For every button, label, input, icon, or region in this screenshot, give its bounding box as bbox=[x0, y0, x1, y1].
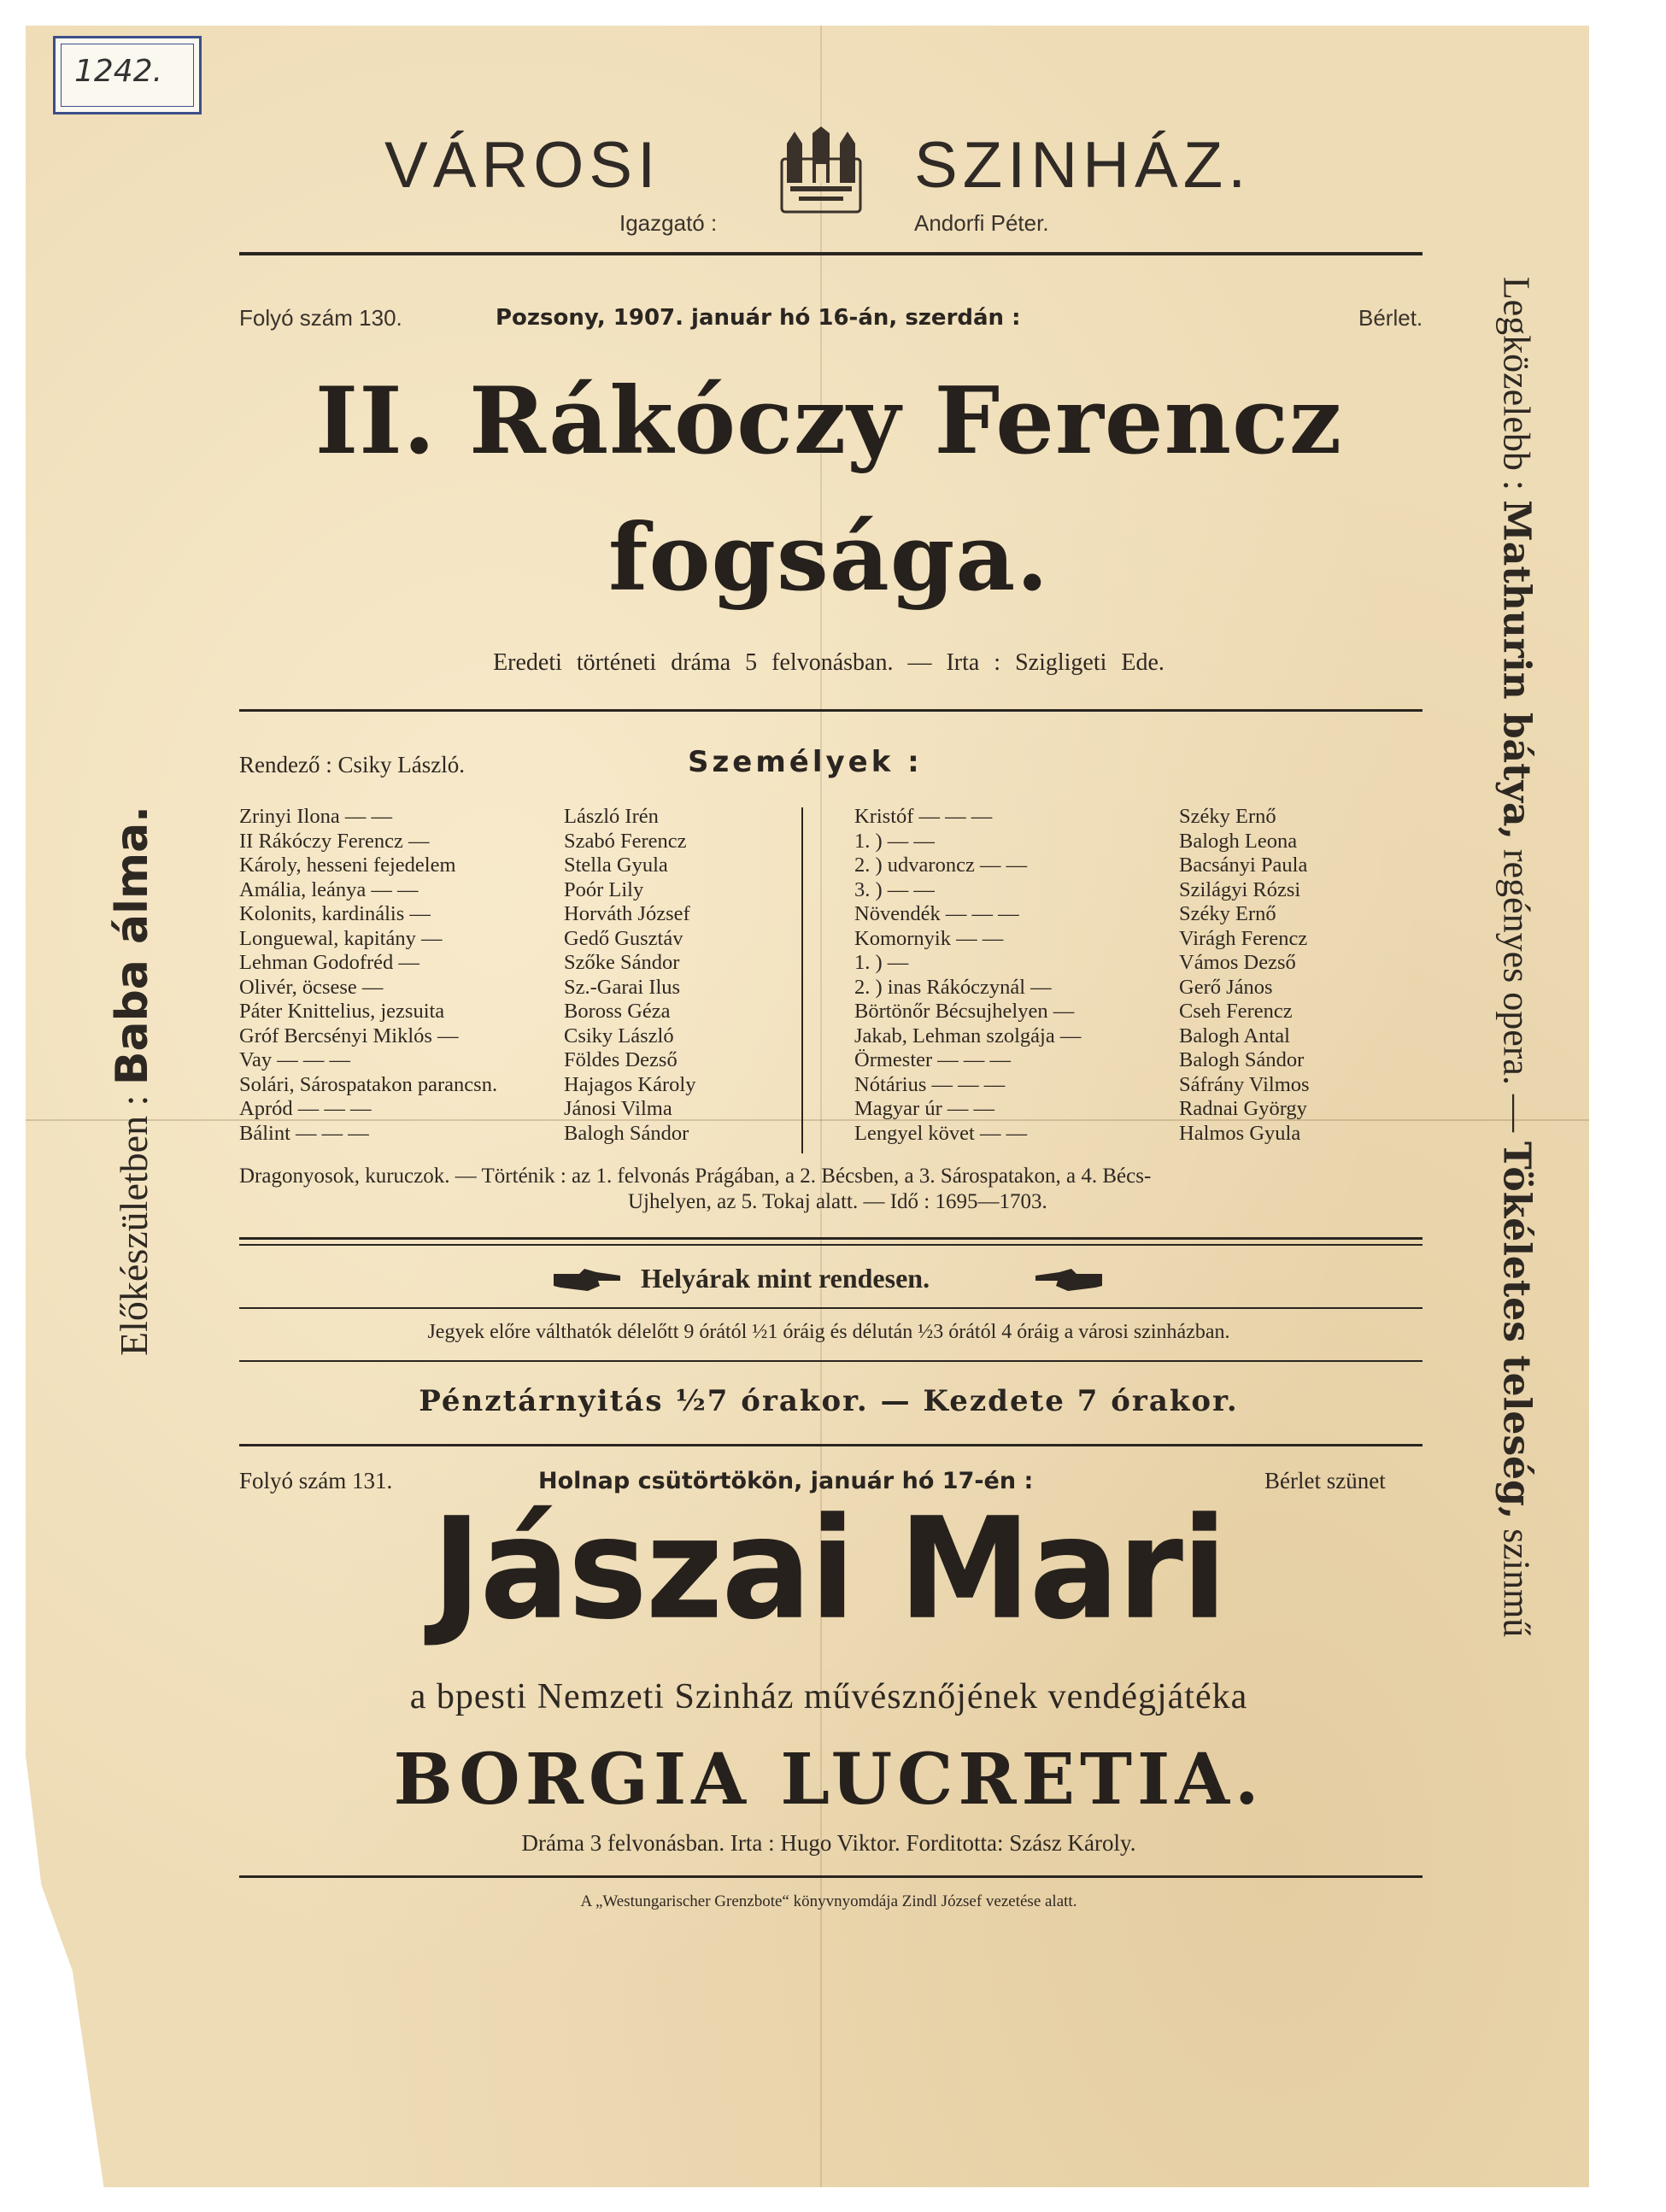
cast-role: Károly, hesseni fejedelem bbox=[239, 854, 456, 877]
archive-stamp bbox=[53, 36, 202, 114]
next-performance-number: Folyó szám 131. bbox=[239, 1468, 393, 1493]
cast-role: 2. ) udvaroncz — — bbox=[854, 854, 1028, 877]
next-subscription: Bérlet szünet bbox=[1264, 1468, 1386, 1493]
cast-actor: Boross Géza bbox=[564, 1000, 671, 1023]
cast-actor: Jánosi Vilma bbox=[564, 1097, 672, 1120]
cast-actor: Gerő János bbox=[1179, 975, 1273, 999]
cast-role: Gróf Bercsényi Miklós — bbox=[239, 1024, 459, 1047]
cast-role: Lehman Godofréd — bbox=[239, 951, 419, 974]
side-right-title-2: Tökéletes teleség, bbox=[1494, 1141, 1539, 1520]
cast-role: Zrinyi Ilona — — bbox=[239, 805, 392, 828]
divider bbox=[239, 1360, 1423, 1362]
subscription: Bérlet. bbox=[1358, 305, 1423, 331]
divider bbox=[239, 1307, 1423, 1309]
cast-actor: Stella Gyula bbox=[564, 854, 668, 877]
cast-actor: Sz.-Garai Ilus bbox=[564, 975, 681, 999]
cast-left-actors bbox=[564, 805, 695, 1146]
setting-note-1: Dragonyosok, kuruczok. — Történik : az 1. felvonás Prágában, a 2. Bécsben, a 3. Sárospatakon, a 4. Bécs- bbox=[239, 1165, 1152, 1188]
cast-actor: Vámos Dezső bbox=[1179, 951, 1296, 974]
column-divider bbox=[801, 807, 803, 1153]
cast-actor: Cseh Ferencz bbox=[1179, 1000, 1293, 1023]
director-label: Igazgató : bbox=[619, 210, 718, 236]
cast-role: 3. ) — — bbox=[854, 877, 935, 901]
seat-prices: Helyárak mint rendesen. bbox=[641, 1263, 930, 1294]
coat-of-arms-icon bbox=[773, 126, 869, 215]
persons-heading: Személyek : bbox=[688, 745, 923, 779]
cast-actor: Szilágyi Rózsi bbox=[1179, 877, 1301, 901]
cast-actor: Bacsányi Paula bbox=[1179, 854, 1308, 877]
cast-role: 2. ) inas Rákóczynál — bbox=[854, 975, 1052, 999]
divider bbox=[239, 1244, 1423, 1246]
next-play-subtitle: Dráma 3 felvonásban. Irta : Hugo Viktor. Forditotta: Szász Károly. bbox=[521, 1830, 1136, 1856]
cast-actor: Széky Ernő bbox=[1179, 902, 1276, 925]
stage-director: Rendező : Csiky László. bbox=[239, 752, 465, 777]
cast-actor: Balogh Leona bbox=[1179, 829, 1298, 853]
ticket-info: Jegyek előre válthatók délelőtt 9 órától ½1 óráig és délután ½3 órától 4 óráig a városi szinházban. bbox=[427, 1321, 1230, 1343]
fold-line bbox=[820, 26, 822, 2187]
cast-actor: Radnai György bbox=[1179, 1097, 1307, 1120]
header-right: SZINHÁZ. bbox=[914, 129, 1252, 202]
cast-role: Kristóf — — — bbox=[854, 805, 993, 828]
cast-role: Lengyel követ — — bbox=[854, 1121, 1028, 1145]
box-office-opening: Pénztárnyitás ½7 órakor. — Kezdete 7 órakor. bbox=[419, 1384, 1239, 1418]
cast-actor: László Irén bbox=[564, 805, 659, 828]
side-right-prefix: Legközelebb : bbox=[1495, 276, 1538, 491]
cast-actor: Szőke Sándor bbox=[564, 951, 680, 974]
cast-role: Apród — — — bbox=[239, 1097, 372, 1120]
cast-actor: Balogh Antal bbox=[1179, 1024, 1290, 1047]
cast-role: Jakab, Lehman szolgája — bbox=[854, 1024, 1082, 1047]
header-left: VÁROSI bbox=[384, 129, 661, 202]
cast-role: Páter Knittelius, jezsuita bbox=[239, 1000, 445, 1023]
cast-role: 1. ) — bbox=[854, 951, 909, 974]
cast-actor: Szabó Ferencz bbox=[564, 829, 687, 853]
cast-actor: Virágh Ferencz bbox=[1179, 926, 1308, 950]
cast-actor: Hajagos Károly bbox=[564, 1072, 696, 1096]
cast-role: Bálint — — — bbox=[239, 1121, 369, 1145]
cast-actor: Gedő Gusztáv bbox=[564, 926, 683, 950]
cast-actor: Balogh Sándor bbox=[564, 1121, 689, 1145]
next-performance-date: Holnap csütörtökön, január hó 17-én : bbox=[538, 1468, 1034, 1494]
title-line-1: II. Rákóczy Ferencz bbox=[314, 367, 1343, 475]
cast-actor: Széky Ernő bbox=[1179, 805, 1276, 828]
side-upcoming-left bbox=[107, 806, 158, 1356]
side-right-rest: regényes opera. — bbox=[1495, 848, 1538, 1132]
guest-line: a bpesti Nemzeti Szinház művésznőjének vendégjátéka bbox=[409, 1677, 1248, 1716]
cast-left-roles bbox=[239, 805, 497, 1146]
cast-role: Növendék — — — bbox=[854, 902, 1019, 925]
cast-right-roles bbox=[854, 805, 1081, 1146]
cast-role: Amália, leánya — — bbox=[239, 877, 419, 901]
cast-actor: Halmos Gyula bbox=[1179, 1121, 1301, 1145]
cast-actor: Sáfrány Vilmos bbox=[1179, 1072, 1310, 1096]
next-play-title: BORGIA LUCRETIA. bbox=[393, 1739, 1264, 1821]
director-name: Andorfi Péter. bbox=[914, 210, 1049, 236]
title-line-2: fogsága. bbox=[608, 504, 1049, 612]
pointing-hand-right-icon bbox=[554, 1267, 622, 1293]
printer-imprint: A „Westungarischer Grenzbote“ könyvnyomdája Zindl József vezetése alatt. bbox=[580, 1892, 1077, 1910]
cast-role: Solári, Sárospatakon parancsn. bbox=[239, 1072, 498, 1096]
cast-role: Börtönőr Bécsujhelyen — bbox=[854, 1000, 1075, 1023]
divider bbox=[239, 1237, 1423, 1240]
side-upcoming-right bbox=[1495, 277, 1539, 1638]
stamp-number: 1242. bbox=[74, 54, 163, 89]
setting-note-2: Ujhelyen, az 5. Tokaj alatt. — Idő : 1695—1703. bbox=[628, 1190, 1047, 1213]
cast-role: Olivér, öcsese — bbox=[239, 975, 384, 999]
cast-role: Örmester — — — bbox=[854, 1048, 1012, 1071]
cast-actor: Csiky László bbox=[564, 1024, 674, 1047]
cast-actor: Balogh Sándor bbox=[1179, 1048, 1305, 1071]
cast-role: Kolonits, kardinális — bbox=[239, 902, 431, 925]
play-subtitle: Eredeti történeti dráma 5 felvonásban. — Irta : Szigligeti Ede. bbox=[493, 649, 1164, 676]
cast-role: Longuewal, kapitány — bbox=[239, 926, 443, 950]
divider bbox=[239, 252, 1423, 255]
cast-role: Komornyik — — bbox=[854, 926, 1004, 950]
side-left-prefix: Előkészületben : bbox=[112, 1094, 155, 1356]
cast-role: 1. ) — — bbox=[854, 829, 935, 853]
divider bbox=[239, 709, 1423, 712]
cast-actor: Földes Dezső bbox=[564, 1048, 678, 1071]
cast-actor: Poór Lily bbox=[564, 877, 644, 901]
cast-role: Magyar úr — — bbox=[854, 1097, 994, 1120]
cast-role: II Rákóczy Ferencz — bbox=[239, 829, 430, 853]
cast-role: Nótárius — — — bbox=[854, 1072, 1006, 1096]
guest-star: Jászai Mari bbox=[431, 1487, 1226, 1651]
divider bbox=[239, 1444, 1423, 1446]
performance-number: Folyó szám 130. bbox=[239, 305, 402, 331]
cast-right-actors bbox=[1179, 805, 1310, 1146]
pointing-hand-left-icon bbox=[1034, 1267, 1102, 1293]
side-right-title: Mathurin bátya, bbox=[1494, 500, 1539, 840]
side-left-title: Baba álma. bbox=[107, 806, 158, 1086]
performance-date: Pozsony, 1907. január hó 16-án, szerdán : bbox=[496, 305, 1021, 331]
cast-role: Vay — — — bbox=[239, 1048, 350, 1071]
side-right-rest-2: szinmű bbox=[1495, 1528, 1538, 1638]
cast-actor: Horváth József bbox=[564, 902, 690, 925]
divider bbox=[239, 1875, 1423, 1878]
